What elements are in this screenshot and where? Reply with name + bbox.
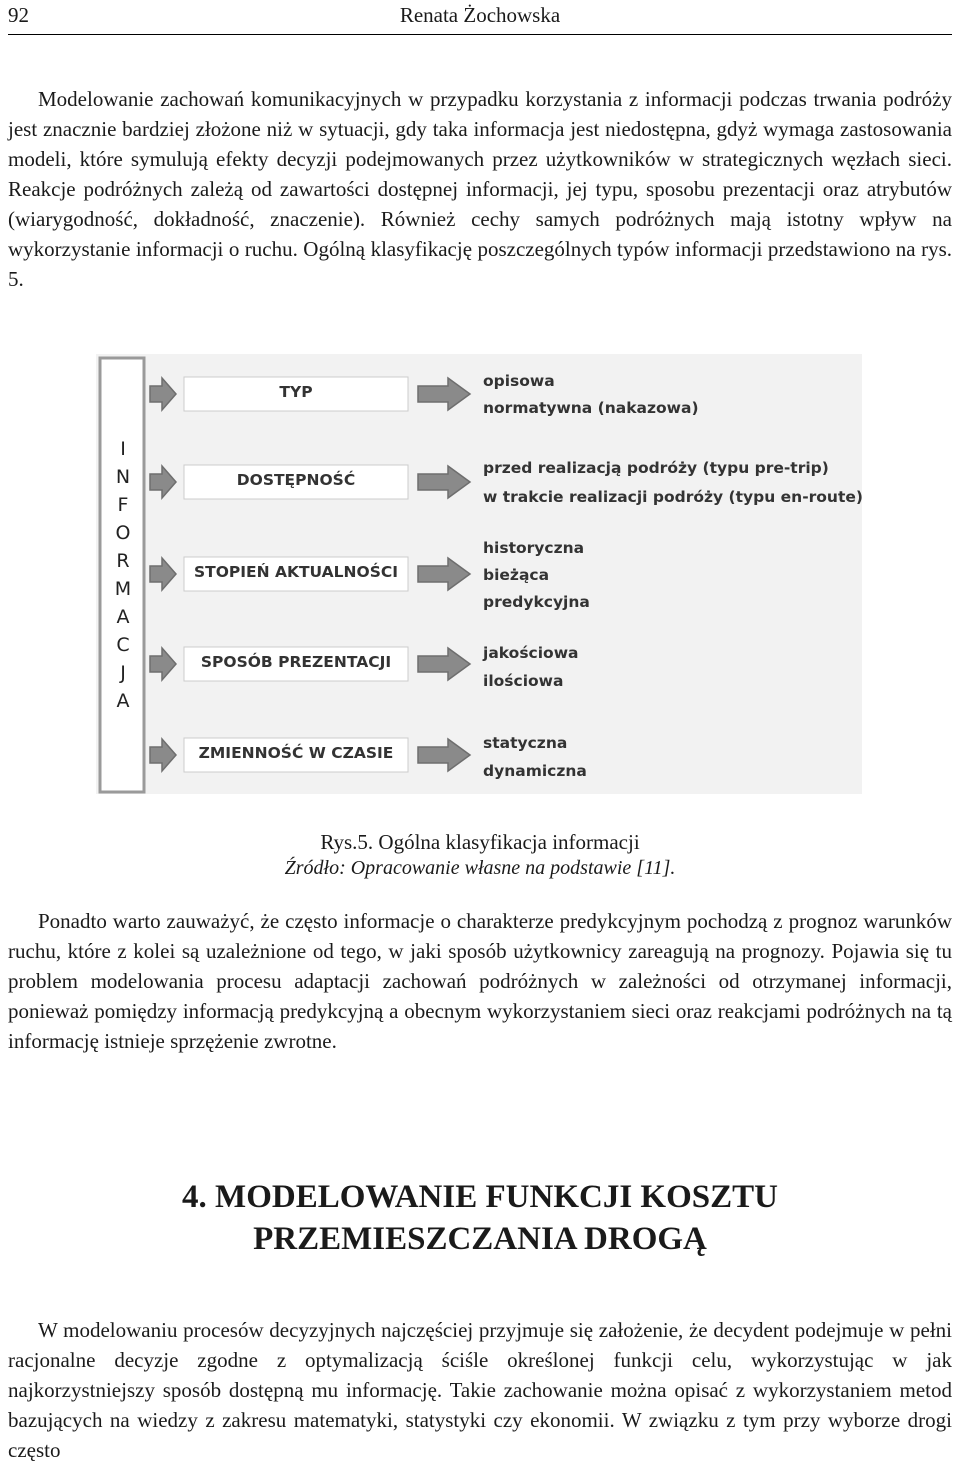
category-label-sposob-prezentacji: SPOSÓB PREZENTACJI bbox=[200, 653, 392, 671]
arrow-right-4 bbox=[418, 648, 470, 680]
value-label: ilościowa bbox=[483, 672, 564, 690]
category-label-dostepnosc: DOSTĘPNOŚĆ bbox=[236, 471, 356, 489]
arrow-left-2 bbox=[150, 466, 176, 498]
vertical-letter: I bbox=[120, 438, 126, 460]
vertical-letter: O bbox=[115, 522, 131, 544]
value-label: bieżąca bbox=[483, 566, 550, 584]
arrow-right-5 bbox=[418, 739, 470, 771]
section-heading-line1: 4. MODELOWANIE FUNKCJI KOSZTU bbox=[182, 1179, 778, 1215]
arrow-right-2 bbox=[418, 466, 470, 498]
figure-caption: Rys.5. Ogólna klasyfikacja informacji bbox=[320, 830, 640, 854]
value-label: statyczna bbox=[483, 734, 568, 752]
value-label: w trakcie realizacji podróży (typu en-route) bbox=[483, 488, 863, 506]
value-label: jakościowa bbox=[483, 644, 579, 662]
category-label-typ: TYP bbox=[279, 383, 313, 401]
vertical-letter: N bbox=[115, 466, 131, 488]
value-label: przed realizacją podróży (typu pre-trip) bbox=[483, 459, 829, 477]
body-paragraph-3: W modelowaniu procesów decyzyjnych najczęściej przyjmuje się założenie, że decydent podejmuje w pełni racjonalne decyzje zgodne z optymalizacją ściśle określonej funkcji celu, wykorzystując w jak najkorzystniejszy sposób dostępną mu informację. Takie zachowanie można opisać z wykorzystaniem metod bazujących na wiedzy z zakresu matematyki, statystyki czy ekonomii. W związku z tym przy wyborze drogi często bbox=[8, 1318, 952, 1462]
section-heading bbox=[0, 1176, 960, 1260]
vertical-letter: R bbox=[116, 550, 130, 572]
arrow-left-3 bbox=[150, 558, 176, 590]
vertical-letter: C bbox=[116, 634, 130, 656]
page-number: 92 bbox=[8, 3, 29, 27]
running-head-author: Renata Żochowska bbox=[399, 3, 561, 27]
arrow-right-1 bbox=[418, 378, 470, 410]
vertical-letter: M bbox=[114, 578, 132, 600]
value-label: normatywna (nakazowa) bbox=[483, 399, 699, 417]
vertical-letter: A bbox=[116, 606, 130, 628]
vertical-letter: A bbox=[116, 690, 130, 712]
informacja-box bbox=[100, 358, 144, 792]
vertical-letter: F bbox=[117, 494, 129, 516]
arrow-left-5 bbox=[150, 739, 176, 771]
value-label: predykcyjna bbox=[483, 593, 590, 611]
arrow-right-3 bbox=[418, 558, 470, 590]
section-heading-line2: PRZEMIESZCZANIA DROGĄ bbox=[253, 1221, 707, 1257]
vertical-letter: J bbox=[120, 662, 126, 684]
body-paragraph-2: Ponadto warto zauważyć, że często informacje o charakterze predykcyjnym pochodzą z prognoz warunków ruchu, które z kolei są uzależnione od tego, w jaki sposób użytkownicy zareagują na prognozy. Pojawia się tu problem modelowania procesu adaptacji zachowań podróżnych w zależności od otrzymanej informacji, ponieważ pomiędzy informacją predykcyjną a obecnym wykorzystaniem sieci oraz reakcjami podróżnych na tą informację istnieje sprzężenie zwrotne. bbox=[8, 909, 952, 1053]
intro-paragraph: Modelowanie zachowań komunikacyjnych w przypadku korzystania z informacji podczas trwania podróży jest znacznie bardziej złożone niż w sytuacji, gdy taka informacja jest niedostępna, gdyż wymaga zastosowania modeli, które symulują efekty decyzji podejmowanych przez użytkowników w strategicznych węzłach sieci. Reakcje podróżnych zależą od zawartości dostępnej informacji, jej typu, sposobu prezentacji oraz atrybutów (wiarygodność, dokładność, znaczenie). Również cechy samych podróżnych mają istotny wpływ na wykorzystanie informacji o ruchu. Ogólną klasyfikację poszczególnych typów informacji przedstawiono na rys. 5. bbox=[8, 87, 952, 291]
category-label-zmiennosc: ZMIENNOŚĆ W CZASIE bbox=[198, 744, 394, 762]
classification-figure bbox=[96, 354, 862, 794]
figure-source: Źródło: Opracowanie własne na podstawie [11]. bbox=[284, 857, 676, 879]
category-label-stopien-aktualnosci: STOPIEŃ AKTUALNOŚCI bbox=[193, 563, 398, 581]
value-label: historyczna bbox=[483, 539, 585, 557]
arrow-left-1 bbox=[150, 378, 176, 410]
value-label: dynamiczna bbox=[483, 762, 587, 780]
value-label: opisowa bbox=[483, 372, 555, 390]
arrow-left-4 bbox=[150, 648, 176, 680]
page-header bbox=[8, 0, 952, 35]
